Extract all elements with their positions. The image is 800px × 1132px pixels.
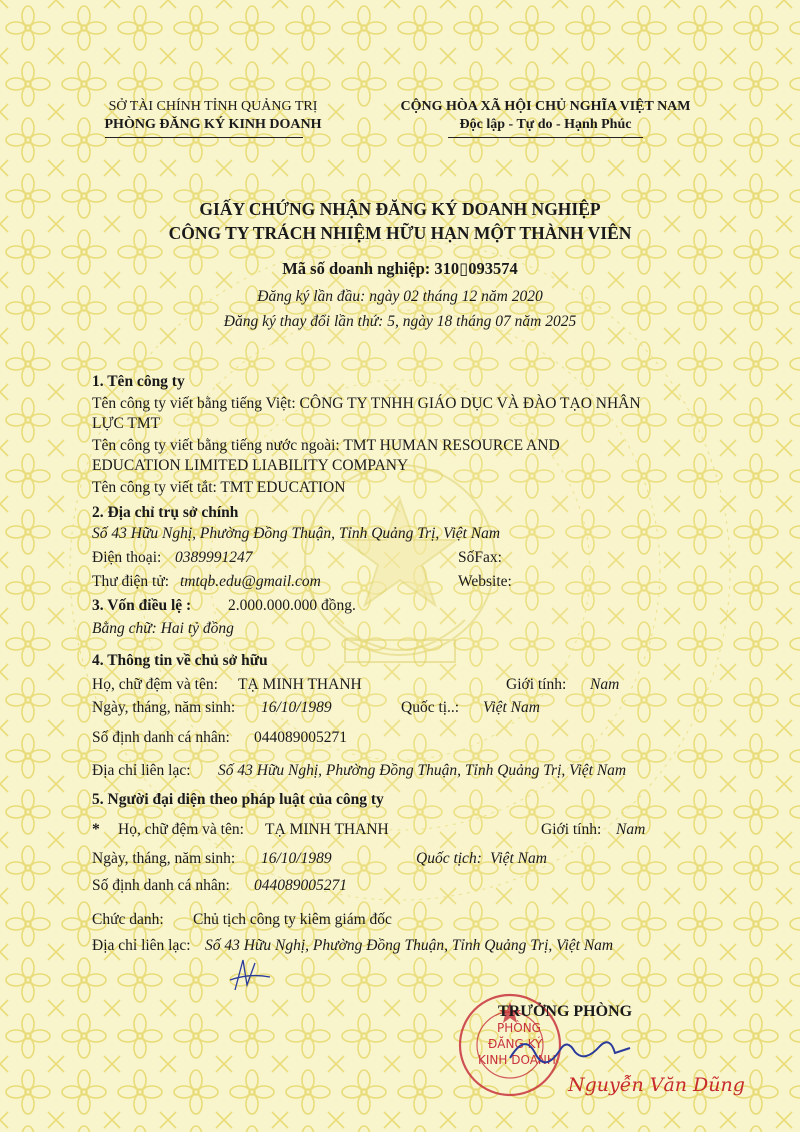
stamp-text-3: KINH DOANH [478, 1053, 556, 1067]
owner-nationality-label: Quốc tị..: [401, 699, 460, 716]
owner-gender-value: Nam [590, 676, 620, 693]
change-registration-date: Đăng ký thay đổi lần thứ: 5, ngày 18 tháng 07 năm 2025 [223, 313, 577, 330]
foreign-company-name-line1: Tên công ty viết bằng tiếng nước ngoài: TMT HUMAN RESOURCE AND [92, 437, 560, 454]
foreign-company-name-line2: EDUCATION LIMITED LIABILITY COMPANY [92, 457, 409, 474]
capital-in-words: Bằng chữ: Hai tỷ đồng [92, 620, 234, 637]
owner-id-value: 044089005271 [254, 729, 347, 746]
enterprise-code: Mã số doanh nghiệp: 310▯093574 [282, 259, 518, 278]
stamp-text-1: PHÒNG [497, 1021, 541, 1035]
company-type-title: CÔNG TY TRÁCH NHIỆM HỮU HẠN MỘT THÀNH VIÊN [168, 223, 632, 243]
rep-id-label: Số định danh cá nhân: [92, 877, 230, 894]
owner-dob-label: Ngày, tháng, năm sinh: [92, 699, 236, 716]
section2-heading: 2. Địa chỉ trụ sở chính [92, 504, 239, 521]
phone-value: 0389991247 [175, 549, 253, 566]
rep-nationality-label: Quốc tịch: [416, 850, 482, 867]
owner-dob-value: 16/10/1989 [261, 699, 332, 716]
rep-name-value: TẠ MINH THANH [265, 821, 389, 838]
country-name: CỘNG HÒA XÃ HỘI CHỦ NGHĨA VIỆT NAM [400, 99, 691, 114]
short-company-name: Tên công ty viết tắt: TMT EDUCATION [92, 479, 346, 496]
signer-role: TRƯỞNG PHÒNG [498, 1003, 633, 1020]
rep-contact-label: Địa chỉ liên lạc: [92, 937, 191, 954]
owner-name-label: Họ, chữ đệm và tên: [92, 676, 218, 693]
owner-contact-value: Số 43 Hữu Nghị, Phường Đồng Thuận, Tỉnh Quảng Trị, Việt Nam [218, 762, 627, 779]
rep-position-value: Chủ tịch công ty kiêm giám đốc [193, 911, 392, 928]
phone-label: Điện thoại: [92, 549, 162, 566]
rep-id-value: 044089005271 [254, 877, 347, 894]
signer-name: Nguyễn Văn Dũng [568, 1074, 745, 1096]
country-motto: Độc lập - Tự do - Hạnh Phúc [459, 117, 632, 132]
representative-bullet: * [92, 821, 100, 838]
right-header-underline [448, 137, 643, 138]
rep-contact-value: Số 43 Hữu Nghị, Phường Đồng Thuận, Tỉnh Quảng Trị, Việt Nam [205, 937, 614, 954]
stamp-text-2: ĐĂNG KÝ [488, 1037, 543, 1051]
website-label: Website: [458, 573, 512, 590]
owner-name-value: TẠ MINH THANH [238, 676, 362, 693]
head-office-address: Số 43 Hữu Nghị, Phường Đồng Thuận, Tỉnh Quảng Trị, Việt Nam [92, 525, 501, 542]
certificate-title: GIẤY CHỨNG NHẬN ĐĂNG KÝ DOANH NGHIỆP [199, 199, 601, 219]
owner-contact-label: Địa chỉ liên lạc: [92, 762, 191, 779]
initials-mark [225, 955, 275, 995]
section3-heading: 3. Vốn điều lệ : [92, 597, 192, 614]
email-label: Thư điện tử: [92, 573, 170, 590]
rep-position-label: Chức danh: [92, 911, 164, 928]
owner-gender-label: Giới tính: [506, 676, 567, 693]
vn-company-name-line2: LỰC TMT [92, 415, 161, 432]
charter-capital-value: 2.000.000.000 đồng. [228, 597, 356, 614]
fax-label: SốFax: [458, 549, 502, 566]
rep-name-label: Họ, chữ đệm và tên: [118, 821, 244, 838]
rep-nationality-value: Việt Nam [490, 850, 547, 867]
office-name: PHÒNG ĐĂNG KÝ KINH DOANH [104, 117, 322, 132]
first-registration-date: Đăng ký lần đầu: ngày 02 tháng 12 năm 2020 [257, 288, 543, 305]
section4-heading: 4. Thông tin về chủ sở hữu [92, 652, 268, 669]
rep-dob-value: 16/10/1989 [261, 850, 332, 867]
email-value: tmtqb.edu@gmail.com [180, 573, 321, 590]
left-header-underline [105, 137, 303, 138]
rep-gender-label: Giới tính: [541, 821, 602, 838]
handwritten-signature [505, 1028, 635, 1073]
rep-dob-label: Ngày, tháng, năm sinh: [92, 850, 236, 867]
vn-company-name-line1: Tên công ty viết bằng tiếng Việt: CÔNG TY TNHH GIÁO DỤC VÀ ĐÀO TẠO NHÂN [92, 395, 641, 412]
ministry-name: SỞ TÀI CHÍNH TỈNH QUẢNG TRỊ [108, 99, 318, 114]
owner-id-label: Số định danh cá nhân: [92, 729, 230, 746]
section5-heading: 5. Người đại diện theo pháp luật của công ty [92, 791, 384, 808]
rep-gender-value: Nam [616, 821, 646, 838]
owner-nationality-value: Việt Nam [483, 699, 540, 716]
section1-heading: 1. Tên công ty [92, 373, 185, 390]
